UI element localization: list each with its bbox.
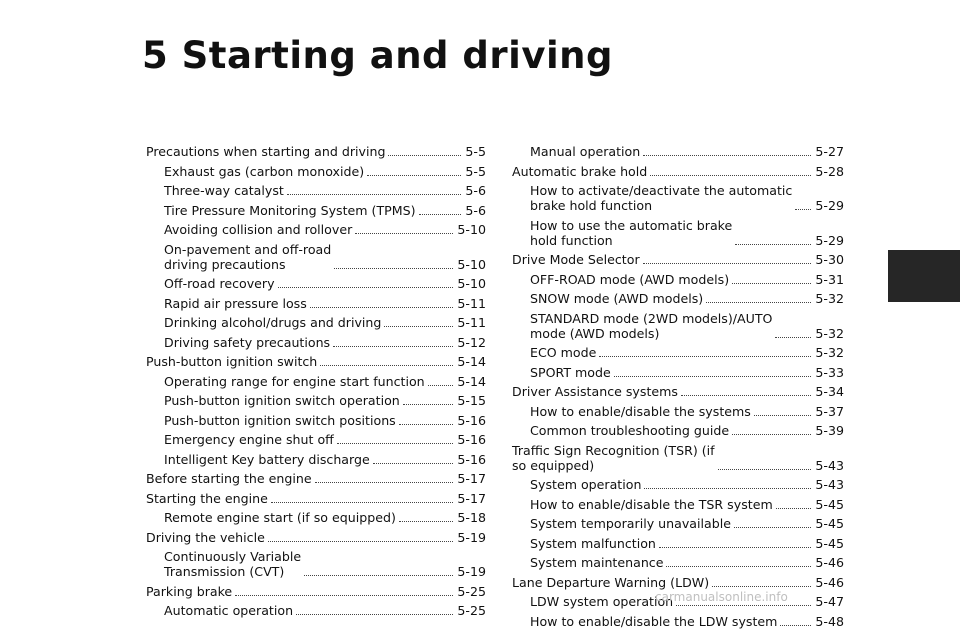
toc-entry[interactable] [146,452,486,467]
toc-entry-line: Avoiding collision and rollover [164,222,353,237]
toc-page-number: 5-32 [815,345,844,360]
toc-entry-title [530,477,641,492]
toc-page-number: 5-16 [457,432,486,447]
toc-entry-line: OFF-ROAD mode (AWD models) [530,271,730,287]
toc-entry-title [164,413,396,428]
toc-entry-title [164,335,330,350]
toc-page-number: 5-43 [815,457,844,473]
dot-leader [388,155,461,156]
toc-entry[interactable] [512,144,844,159]
dot-leader [337,443,454,444]
dot-leader [754,415,812,416]
toc-entry-title [164,222,352,237]
toc-entry-title [530,614,777,629]
toc-entry-title [164,296,307,311]
dot-leader [676,605,811,606]
toc-page-number: 5-47 [815,594,844,609]
dot-leader [650,175,811,176]
toc-page-number: 5-43 [815,477,844,492]
dot-leader [320,365,453,366]
toc-entry[interactable] [146,242,486,272]
dot-leader [304,575,453,576]
toc-entry[interactable] [146,354,486,369]
dot-leader [666,566,811,567]
toc-entry[interactable] [146,491,486,506]
toc-entry[interactable] [512,516,844,531]
dot-leader [780,625,811,626]
toc-entry-line: Push-button ignition switch positions [164,412,396,428]
toc-page-number: 5-19 [457,529,486,545]
toc-left-column [146,144,486,623]
toc-entry[interactable] [146,549,486,579]
toc-entry-title [146,144,385,159]
toc-entry-line: Driver Assistance systems [512,384,678,399]
toc-entry-title [512,164,647,179]
toc-page-number: 5-17 [457,471,486,486]
toc-page-number: 5-48 [815,613,844,629]
toc-page-number: 5-37 [815,403,844,419]
toc-entry-line: How to enable/disable the LDW system [530,613,778,629]
dot-leader [428,385,454,386]
toc-page-number: 5-46 [815,555,844,570]
toc-page-number: 5-30 [815,252,844,267]
toc-page-number: 5-34 [815,384,844,399]
watermark: carmanualsonline.info [655,590,788,604]
toc-entry-line: Lane Departure Warning (LDW) [512,574,710,590]
toc-entry-title [530,311,772,341]
chapter-title: 5 Starting and driving [142,34,613,77]
toc-entry-line: mode (AWD models) [530,325,660,341]
toc-page-number: 5-14 [457,373,486,389]
toc-page-number: 5-32 [815,291,844,306]
toc-entry-title [164,510,396,525]
toc-entry[interactable] [512,536,844,551]
toc-entry[interactable] [146,471,486,486]
dot-leader [399,424,454,425]
dot-leader [367,175,461,176]
toc-page-number: 5-29 [815,198,844,213]
toc-page-number: 5-46 [815,574,844,590]
toc-entry-line: Intelligent Key battery discharge [164,451,370,467]
toc-page-number: 5-5 [465,163,486,179]
toc-entry-line: System temporarily unavailable [530,516,731,531]
dot-leader [614,376,812,377]
toc-entry-title [512,384,678,399]
toc-entry[interactable] [512,614,844,629]
dot-leader [735,244,811,245]
toc-page-number: 5-31 [815,271,844,287]
dot-leader [403,404,454,405]
toc-entry[interactable] [146,510,486,525]
toc-entry-title [530,555,663,570]
toc-entry[interactable] [512,291,844,306]
toc-entry-line: Push-button ignition switch operation [164,393,400,408]
toc-entry[interactable] [146,144,486,159]
toc-entry-title [164,242,331,272]
toc-page-number: 5-27 [815,144,844,159]
toc-page-number: 5-15 [457,393,486,408]
toc-entry-title [146,584,232,599]
toc-entry[interactable] [146,296,486,311]
toc-page-number: 5-11 [457,315,486,330]
toc-entry-line: Rapid air pressure loss [164,295,307,311]
toc-entry-line: Emergency engine shut off [164,432,334,447]
toc-entry-line: Drinking alcohol/drugs and driving [164,315,382,330]
toc-entry-line: Exhaust gas (carbon monoxide) [164,163,365,179]
toc-page-number: 5-45 [815,496,844,512]
toc-page-number: 5-28 [815,163,844,179]
toc-entry-title [146,354,317,369]
dot-leader [278,287,454,288]
toc-entry-title [164,203,416,218]
toc-entry-title [164,374,425,389]
toc-entry[interactable] [146,203,486,218]
dot-leader [644,488,811,489]
toc-entry[interactable] [146,530,486,545]
toc-entry-line: ECO mode [530,345,597,360]
dot-leader [315,482,454,483]
toc-entry[interactable] [146,335,486,350]
toc-entry-line: Before starting the engine [146,471,312,486]
toc-entry-line: Parking brake [146,583,233,599]
dot-leader [310,307,454,308]
dot-leader [419,214,462,215]
toc-page-number: 5-10 [457,222,486,237]
toc-entry-title [146,530,265,545]
toc-entry-title [530,516,731,531]
toc-entry-title [164,393,400,408]
dot-leader [712,586,811,587]
toc-entry-line: On-pavement and off-road [164,241,332,257]
toc-entry-line: Automatic brake hold [512,163,648,179]
dot-leader [384,326,453,327]
toc-entry-title [164,183,284,198]
toc-entry[interactable] [512,384,844,399]
dot-leader [681,395,811,396]
toc-entry-line: SNOW mode (AWD models) [530,291,704,306]
toc-page-number: 5-10 [457,256,486,272]
toc-entry-title [146,491,268,506]
toc-entry-line: STANDARD mode (2WD models)/AUTO [530,310,773,326]
toc-entry-title [530,291,703,306]
toc-entry-line: Continuously Variable [164,549,302,564]
dot-leader [734,527,811,528]
toc-entry-title [530,423,729,438]
dot-leader [795,209,811,210]
toc-entry-title [530,365,611,380]
toc-entry-title [512,252,640,267]
toc-page-number: 5-45 [815,516,844,531]
toc-entry[interactable] [146,315,486,330]
toc-entry[interactable] [512,404,844,419]
toc-entry-line: so equipped) [512,457,595,473]
dot-leader [355,233,453,234]
toc-entry[interactable] [146,183,486,198]
dot-leader [706,302,811,303]
toc-page-number: 5-14 [457,354,486,369]
toc-entry-line: Traffic Sign Recognition (TSR) (if [512,442,715,458]
toc-entry-title [146,471,312,486]
toc-page-number: 5-25 [457,603,486,618]
toc-entry-title [164,276,275,291]
toc-page-number: 5-32 [815,325,844,341]
dot-leader [287,194,462,195]
dot-leader [643,155,811,156]
toc-entry-title [530,272,729,287]
toc-entry[interactable] [146,374,486,389]
toc-entry-line: Off-road recovery [164,276,275,291]
toc-right-column [512,144,844,633]
toc-entry[interactable] [146,432,486,447]
toc-entry[interactable] [512,345,844,360]
toc-entry-title [530,144,640,159]
toc-entry-title [530,345,596,360]
toc-entry-line: LDW system operation [530,594,674,609]
toc-entry[interactable] [146,276,486,291]
dot-leader [399,521,454,522]
toc-entry-title [512,575,709,590]
dot-leader [296,614,453,615]
toc-page-number: 5-6 [465,183,486,198]
toc-page-number: 5-33 [815,364,844,380]
dot-leader [732,283,811,284]
toc-entry[interactable] [512,164,844,179]
dot-leader [373,463,454,464]
toc-entry[interactable] [146,584,486,599]
toc-entry-line: Remote engine start (if so equipped) [164,510,396,525]
dot-leader [732,434,811,435]
toc-entry[interactable] [512,443,844,473]
dot-leader [235,595,453,596]
toc-entry-line: Push-button ignition switch [146,354,318,369]
toc-entry-line: SPORT mode [530,364,611,380]
toc-page-number: 5-6 [465,202,486,218]
toc-entry-title [164,432,334,447]
toc-entry-title [530,497,773,512]
dot-leader [776,508,812,509]
toc-entry[interactable] [512,365,844,380]
toc-entry[interactable] [512,311,844,341]
toc-entry-line: driving precautions [164,256,286,272]
toc-entry[interactable] [146,413,486,428]
toc-page-number: 5-29 [815,232,844,248]
toc-entry[interactable] [512,575,844,590]
dot-leader [775,337,811,338]
toc-entry-line: How to activate/deactivate the automatic [530,183,793,198]
toc-entry-line: Tire Pressure Monitoring System (TPMS) [164,202,416,218]
toc-entry[interactable] [512,218,844,248]
toc-entry-line: How to use the automatic brake [530,217,733,233]
toc-entry[interactable] [512,555,844,570]
toc-entry-line: System operation [530,477,642,492]
toc-entry-title [164,549,301,579]
toc-entry-line: hold function [530,232,613,248]
toc-entry-line: Transmission (CVT) [164,564,285,579]
toc-page-number: 5-16 [457,451,486,467]
dot-leader [271,502,454,503]
toc-entry-title [164,315,381,330]
toc-entry-line: System maintenance [530,555,664,570]
toc-entry[interactable] [146,393,486,408]
toc-entry-title [530,536,656,551]
toc-page-number: 5-18 [457,510,486,525]
toc-page-number: 5-16 [457,412,486,428]
toc-page-number: 5-45 [815,535,844,551]
dot-leader [599,356,811,357]
toc-page-number: 5-12 [457,334,486,350]
toc-entry-line: brake hold function [530,198,653,213]
toc-entry-line: How to enable/disable the TSR system [530,496,773,512]
dot-leader [333,346,453,347]
toc-entry[interactable] [512,423,844,438]
toc-entry[interactable] [512,252,844,267]
toc-entry-line: Driving the vehicle [146,529,265,545]
toc-page-number: 5-19 [457,564,486,579]
toc-entry-line: Three-way catalyst [164,183,284,198]
toc-entry-title [530,218,732,248]
toc-entry-line: Precautions when starting and driving [146,144,386,159]
dot-leader [643,263,812,264]
toc-entry[interactable] [512,477,844,492]
dot-leader [718,469,812,470]
toc-entry-line: Driving safety precautions [164,334,331,350]
toc-entry[interactable] [146,164,486,179]
toc-entry-line: Operating range for engine start function [164,373,425,389]
toc-entry-title [530,183,792,213]
toc-entry-title [512,443,715,473]
toc-entry-line: System malfunction [530,535,656,551]
toc-entry-line: Drive Mode Selector [512,252,640,267]
toc-page-number: 5-25 [457,583,486,599]
toc-entry[interactable] [146,222,486,237]
toc-page-number: 5-5 [465,144,486,159]
toc-entry-line: Manual operation [530,144,641,159]
toc-entry-line: Starting the engine [146,490,268,506]
toc-entry[interactable] [512,497,844,512]
toc-entry[interactable] [512,183,844,213]
toc-entry[interactable] [512,272,844,287]
dot-leader [659,547,812,548]
toc-entry-title [164,164,364,179]
toc-entry-title [530,594,673,609]
toc-entry-line: Common troubleshooting guide [530,423,730,438]
toc-entry-line: Automatic operation [164,603,294,618]
toc-page-number: 5-11 [457,295,486,311]
toc-page-number: 5-17 [457,490,486,506]
toc-entry-title [164,452,370,467]
toc-entry-title [530,404,751,419]
chapter-thumb-tab [888,250,960,302]
dot-leader [268,541,454,542]
dot-leader [334,268,453,269]
toc-entry-line: How to enable/disable the systems [530,403,751,419]
toc-page-number: 5-39 [815,423,844,438]
toc-page-number: 5-10 [457,276,486,291]
